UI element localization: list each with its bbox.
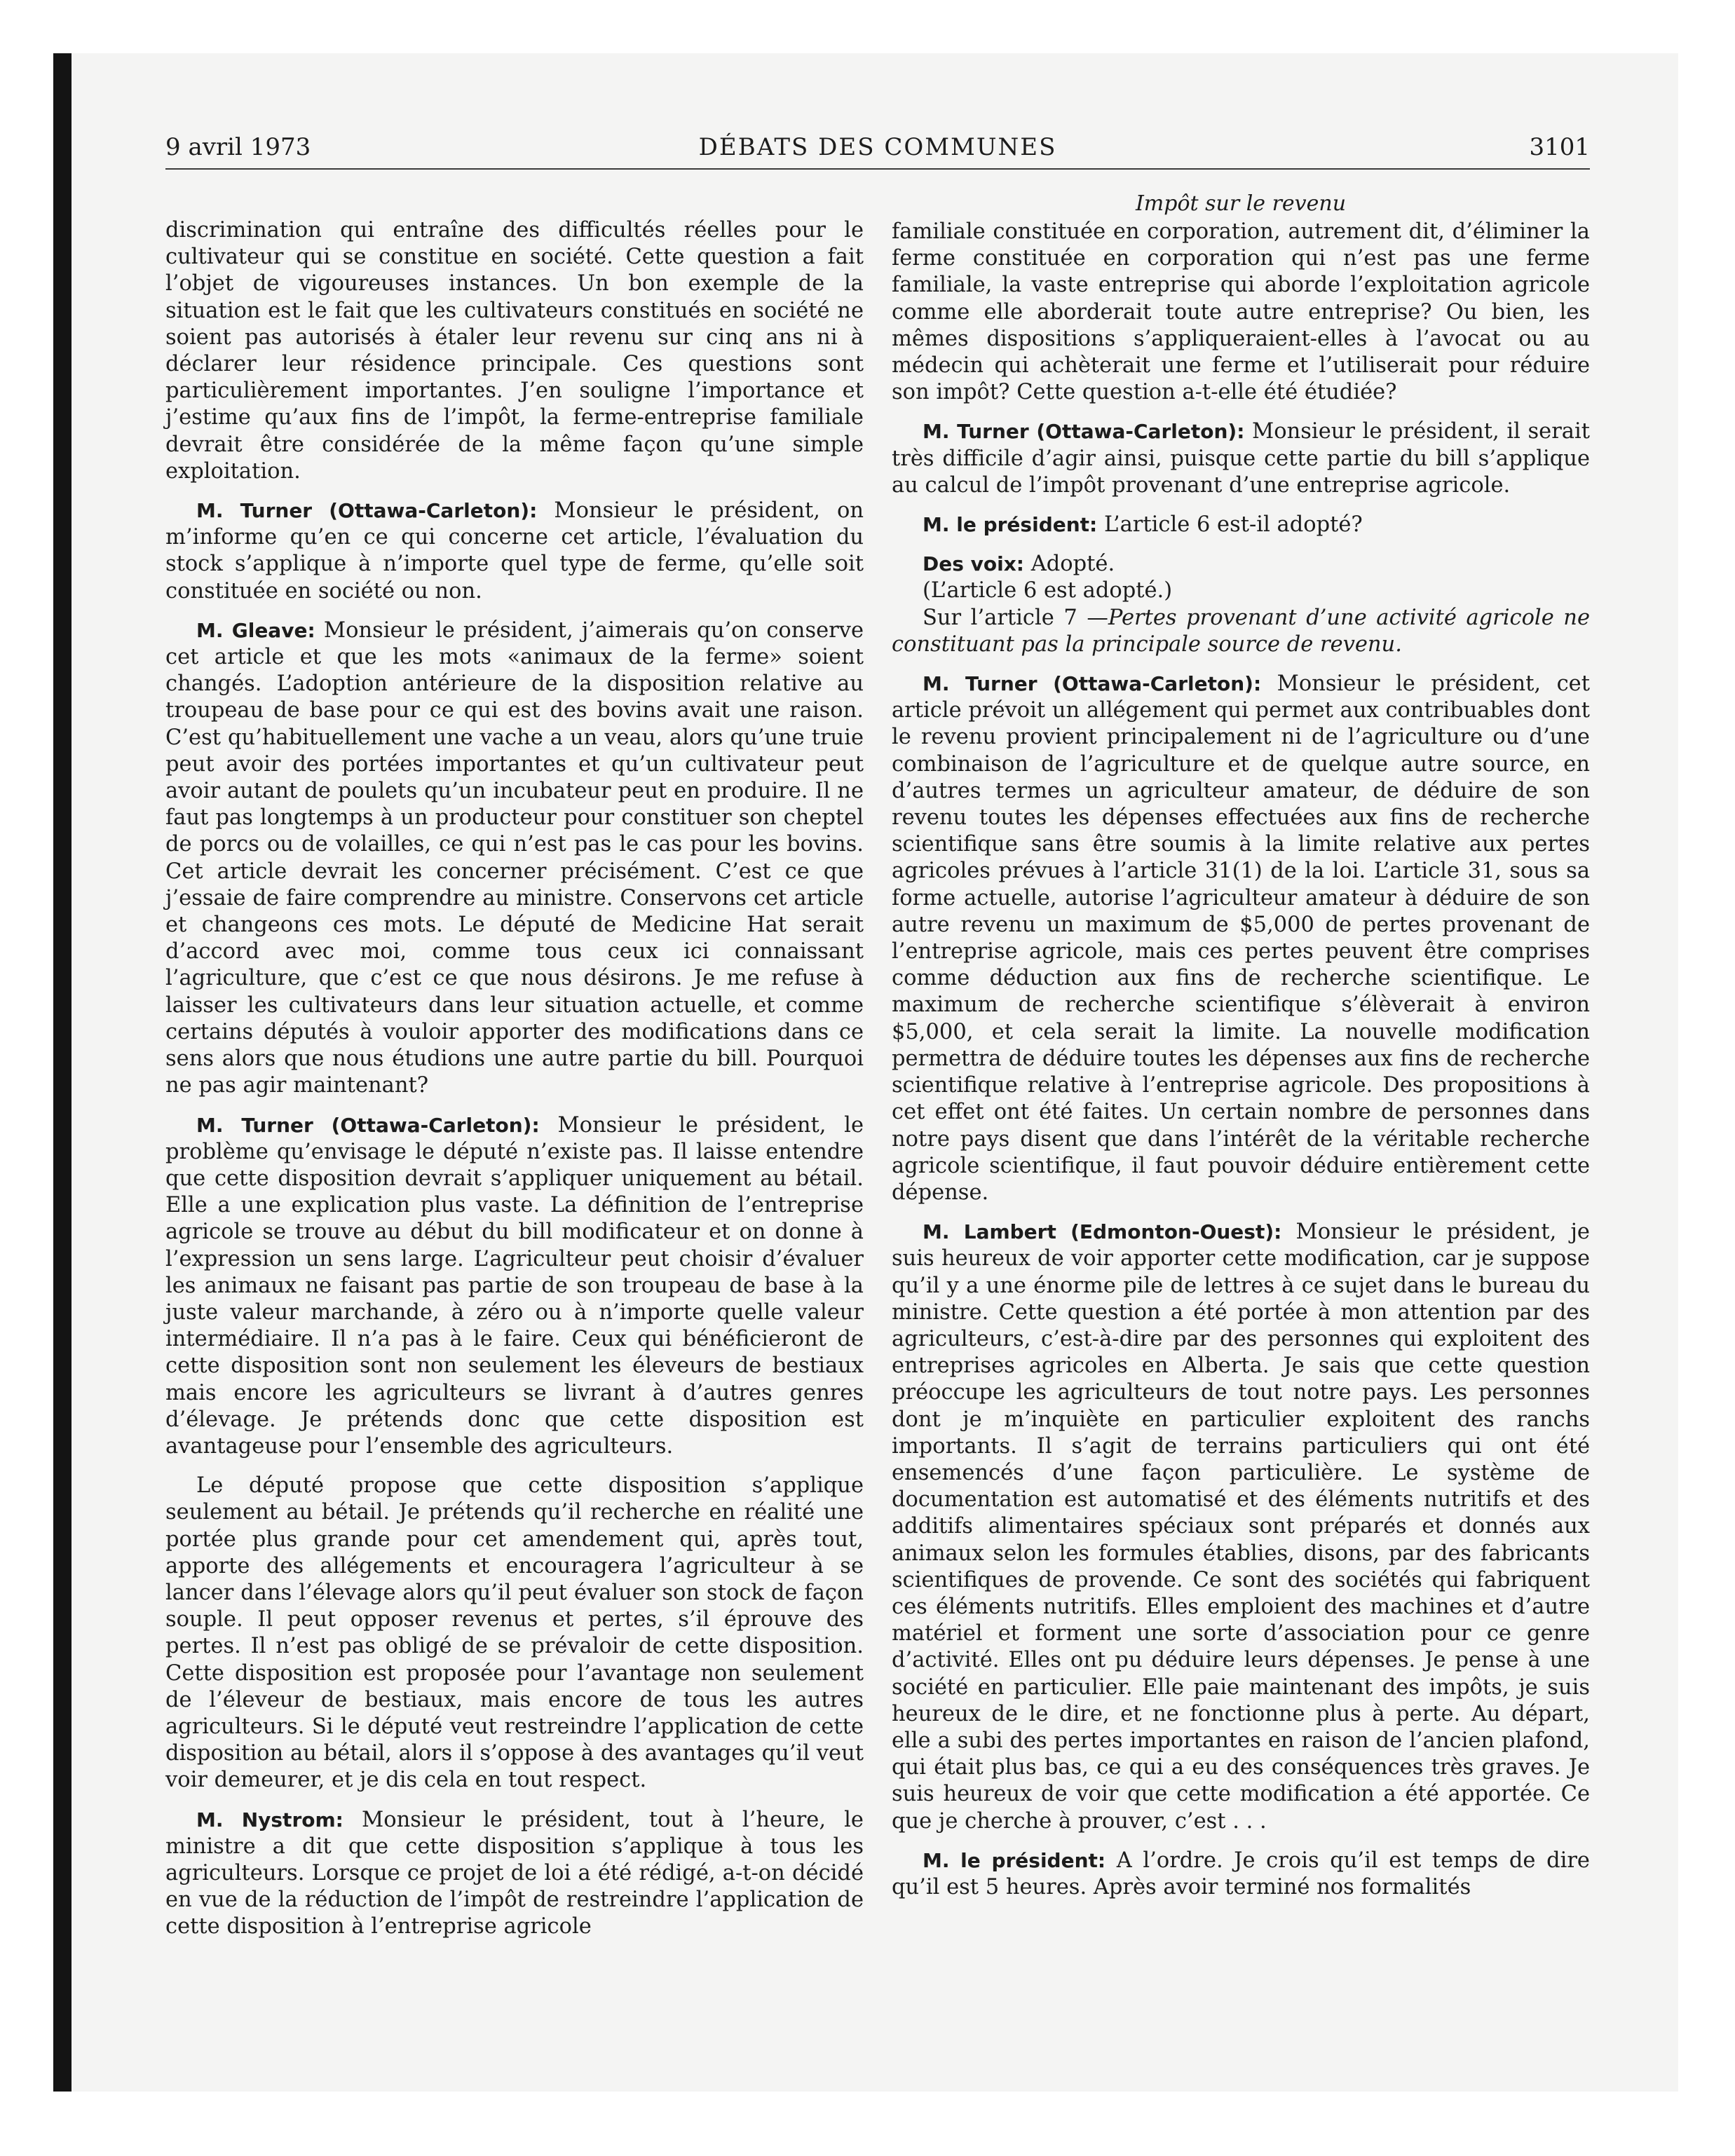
paragraph <box>892 551 1590 578</box>
header-date: 9 avril 1973 <box>165 133 311 161</box>
clause-title: Pertes provenant d’une activité agricole ne constituant pas la principale source de revenu. <box>892 605 1590 657</box>
paragraph-text: A l’ordre. Je crois qu’il est temps de dire qu’il est 5 heures. Après avoir terminé nos formalités <box>892 1848 1590 1899</box>
paragraph-text: Monsieur le président, le problème qu’envisage le député n’existe pas. Il laisse entendre que cette disposition devrait s’appliquer uniquement au bétail. Elle a une explication plus vaste. La définition de l’entreprise agricole se trouve au début du bill modificateur et on donne à l’expression un sens large. L’agriculteur peut choisir d’évaluer les animaux ne faisant pas partie de son troupeau de base à la juste valeur marchande, à zéro ou à n’importe quelle valeur intermédiaire. Il n’a pas à le faire. Ceux qui bénéficieront de cette disposition sont non seulement les éleveurs de bestiaux mais encore les agriculteurs se livrant à d’autres genres d’élevage. Je prétends donc que cette disposition est avantageuse pour l’ensemble des agriculteurs. <box>165 1112 864 1459</box>
paragraph-text: L’article 6 est-il adopté? <box>1103 512 1363 538</box>
paragraph-text: Monsieur le président, j’aimerais qu’on conserve cet article et que les mots «animaux de la ferme» soient changés. L’adoption antérieure de la disposition relative au troupeau de base pour ce qui est des bovins avait une raison. C’est qu’habituellement une vache a un veau, alors qu’une truie peut avoir des portées importantes et qu’un cultivateur peut avoir autant de poulets qu’un incubateur peut en produire. Il ne faut pas longtemps à un producteur pour constituer son cheptel de porcs ou de volailles, ce qui n’est pas le cas pour les bovins. Cet article devrait les concerner précisément. C’est ce que j’essaie de faire comprendre au ministre. Conservons cet article et changeons ces mots. Le député de Medicine Hat serait d’accord avec moi, comme tous ceux ici connaissant l’agriculture, que c’est ce que nous désirons. Je me refuse à laisser les cultivateurs dans leur situation actuelle, et comme certains députés à vouloir apporter des modifications dans ce sens alors que nous étudions une autre partie du bill. Pourquoi ne pas agir maintenant? <box>165 618 864 1098</box>
paragraph-text: Monsieur le président, je suis heureux de voir apporter cette modification, car je suppose qu’il y a une énorme pile de lettres à ce sujet dans le bureau du ministre. Cette question a été portée à mon attention par des agriculteurs, c’est-à-dire par des personnes qui exploitent des entreprises agricoles en Alberta. Je sais que cette question préoccupe les agriculteurs de tout notre pays. Les personnes dont je m’inquiète en particulier exploitent des ranchs importants. Il s’agit de terrains particuliers qui ont été ensemencés d’une façon particulière. Le système de documentation est automatisé et des éléments nutritifs et des additifs alimentaires spéciaux sont préparés et donnés aux animaux selon les formules établies, disons, par des fabricants scientifiques de provende. Ce sont des sociétés qui fabriquent ces éléments nutritifs. Elles emploient des machines et d’autre matériel et forment une sorte d’association pour ce genre d’activité. Elles ont pu déduire leurs dépenses. Je pense à une société en particulier. Elle paie maintenant des impôts, je suis heureux de le dire, et ne fonctionne plus à perte. Au départ, elle a subi des pertes importantes en raison de l’ancien plafond, qui était plus bas, ce qui a eu des conséquences très graves. Je suis heureux de voir que cette modification a été apportée. Ce que je cherche à prouver, c’est . . . <box>892 1220 1590 1834</box>
speaker-name: M. Lambert (Edmonton-Ouest): <box>923 1220 1282 1244</box>
header-title: DÉBATS DES COMMUNES <box>698 133 1057 161</box>
page-header <box>165 132 1590 170</box>
paragraph <box>165 498 864 605</box>
paragraph <box>165 217 864 485</box>
paragraph <box>892 418 1590 499</box>
paragraph-text: familiale constituée en corporation, autrement dit, d’éliminer la ferme constituée en corporation qui n’est pas une ferme familiale, la vaste entreprise qui aborde l’exploitation agricole comme elle aborderait toute autre entreprise? Ou bien, les mêmes dispositions s’appliqueraient-elles à l’avocat ou au médecin qui achèterait une ferme et l’utiliserait pour réduire son impôt? Cette question a-t-elle été étudiée? <box>892 219 1590 405</box>
right-column <box>892 191 1590 1901</box>
paragraph <box>892 671 1590 1206</box>
paragraph <box>892 219 1590 406</box>
speaker-name: M. Turner (Ottawa-Carleton): <box>196 1113 540 1137</box>
scan-binding-edge <box>53 53 72 2092</box>
paragraph <box>892 605 1590 658</box>
header-page-number: 3101 <box>1529 133 1590 161</box>
speaker-name: M. Gleave: <box>196 618 315 642</box>
speaker-name: M. Turner (Ottawa-Carleton): <box>923 672 1262 696</box>
paragraph-text: Monsieur le président, cet article prévoit un allégement qui permet aux contribuables dont le revenu provient principalement ni de l’agriculture ou d’une combinaison de l’agriculture et de quelque autre source, en d’autres termes un agriculteur amateur, de déduire de son revenu toutes les dépenses effectuées aux fins de recherche scientifique sans être soumis à la limite relative aux pertes agricoles prévues à l’article 31(1) de la loi. L’article 31, sous sa forme actuelle, autorise l’agriculteur amateur à déduire de son autre revenu un maximum de $5,000 de pertes provenant de l’entreprise agricole, mais ces pertes peuvent être comprises comme déduction aux fins de recherche scientifique. Le maximum de recherche scientifique s’élèverait à environ $5,000, et cela serait la limite. La nouvelle modification permettra de déduire toutes les dépenses aux fins de recherche scientifique relative à l’entreprise agricole. Des propositions à cet effet ont été faites. Un certain nombre de personnes dans notre pays disent que dans l’intérêt de la véritable recherche agricole scientifique, il faut pouvoir déduire entièrement cette dépense. <box>892 671 1590 1205</box>
paragraph-text: (L’article 6 est adopté.) <box>923 578 1173 603</box>
speaker-name: M. Nystrom: <box>196 1808 343 1831</box>
paragraph <box>892 578 1590 604</box>
paragraph <box>165 1807 864 1941</box>
paragraph-text: Le député propose que cette disposition s’applique seulement au bétail. Je prétends qu’il recherche en réalité une portée plus grande pour cet amendement qui, après tout, apporte des allégements et encouragera l’agriculteur à se lancer dans l’élevage alors qu’il peut évaluer son stock de façon souple. Il peut opposer revenus et pertes, s’il éprouve des pertes. Il n’est pas obligé de se prévaloir de cette disposition. Cette disposition est proposée pour l’avantage non seulement de l’éleveur de bestiaux, mais encore de tous les autres agriculteurs. Si le député veut restreindre l’application de cette disposition au bétail, alors il s’oppose à des avantages qu’il veut voir demeurer, et je dis cela en tout respect. <box>165 1473 864 1793</box>
speaker-name: Des voix: <box>923 552 1024 576</box>
paragraph <box>892 512 1590 538</box>
paragraph-text: Monsieur le président, tout à l’heure, le ministre a dit que cette disposition s’applique à tous les agriculteurs. Lorsque ce projet de loi a été rédigé, a-t-on décidé en vue de la réduction de l’impôt de restreindre l’application de cette disposition à l’entreprise agricole <box>165 1807 864 1939</box>
paragraph-text: Monsieur le président, il serait très difficile d’agir ainsi, puisque cette partie du bill s’applique au calcul de l’impôt provenant d’une entreprise agricole. <box>892 419 1591 498</box>
paragraph <box>165 618 864 1100</box>
paragraph-text: discrimination qui entraîne des difficultés réelles pour le cultivateur qui se constitue en société. Cette question a fait l’objet de vigoureuses instances. Un bon exemple de la situation est le fait que les cultivateurs constitués en société ne soient pas autorisés à étaler leur revenu sur cinq ans ni à déclarer leur résidence principale. Ces questions sont particulièrement importantes. J’en souligne l’importance et j’estime qu’aux fins de l’impôt, la ferme-entreprise familiale devrait être considérée de la même façon qu’une simple exploitation. <box>165 218 864 484</box>
left-column <box>165 217 864 1941</box>
speaker-name: M. le président: <box>923 1848 1106 1872</box>
speaker-name: M. le président: <box>923 513 1098 537</box>
speaker-name: M. Turner (Ottawa-Carleton): <box>196 499 538 523</box>
paragraph <box>892 1848 1590 1901</box>
clause-prefix: Sur l’article 7 — <box>923 605 1108 630</box>
speaker-name: M. Turner (Ottawa-Carleton): <box>923 420 1245 444</box>
paragraph-text: Monsieur le président, on m’informe qu’en ce qui concerne cet article, l’évaluation du stock s’applique à n’importe quel type de ferme, qu’elle soit constituée en société ou non. <box>165 498 864 603</box>
paragraph-text: Adopté. <box>1030 552 1115 577</box>
paragraph <box>892 1219 1590 1835</box>
paragraph <box>165 1473 864 1794</box>
paragraph <box>165 1112 864 1461</box>
section-subhead: Impôt sur le revenu <box>1135 191 1347 216</box>
